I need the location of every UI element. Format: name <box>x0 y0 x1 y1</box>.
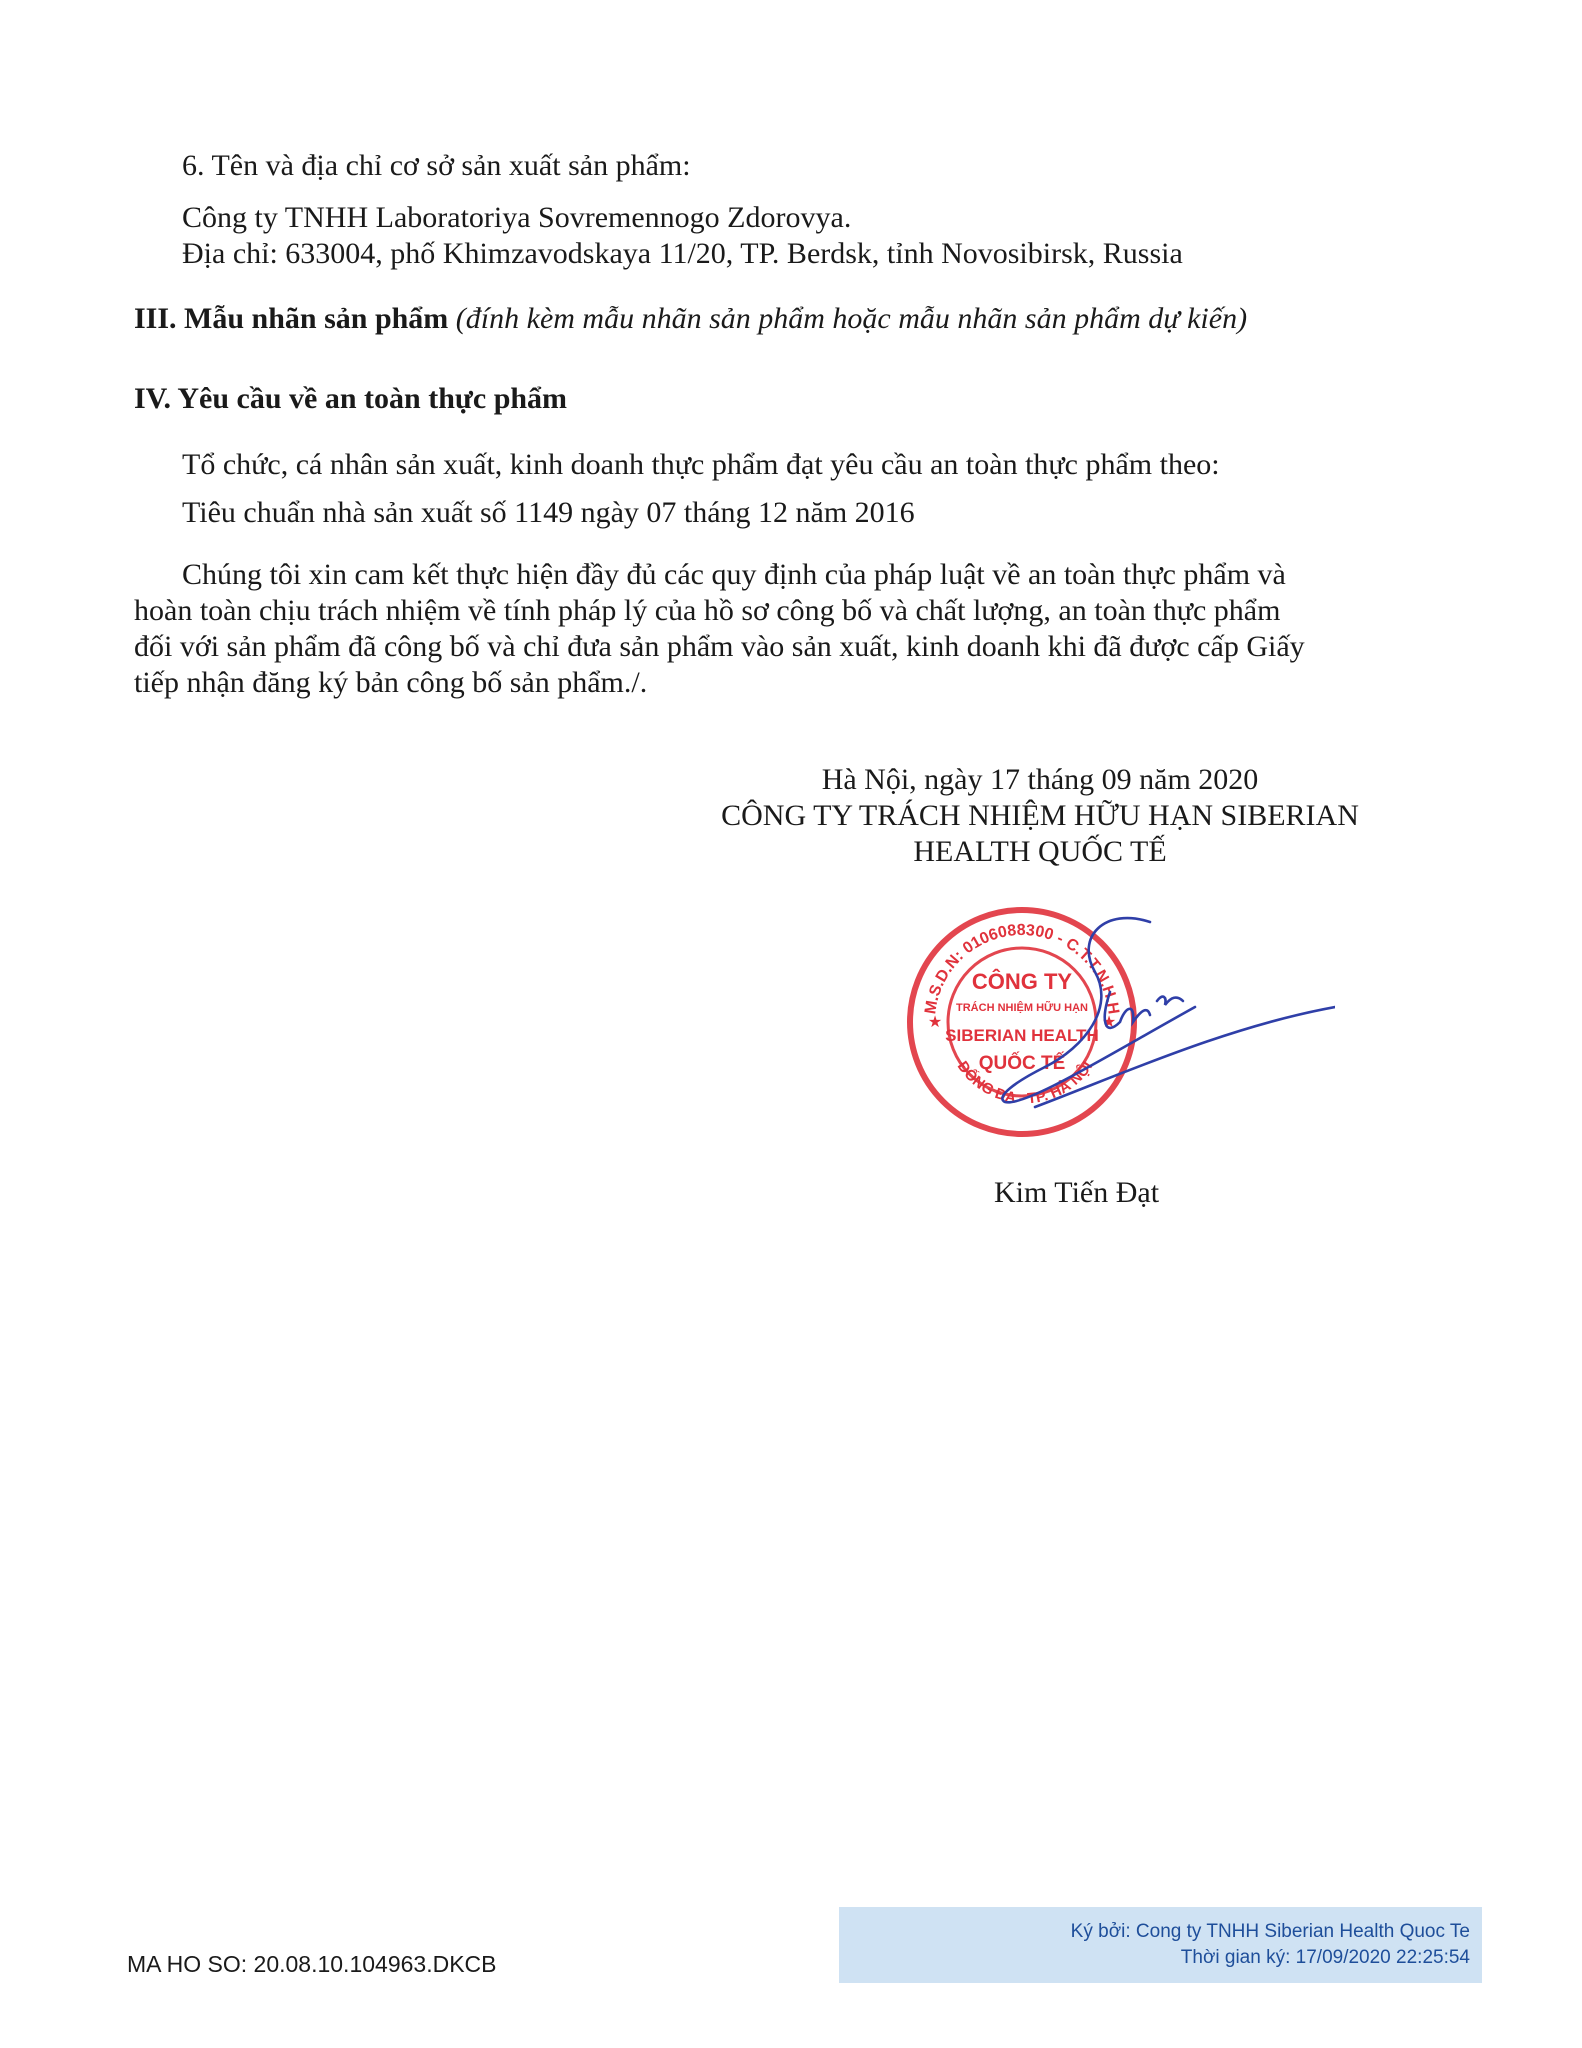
company-name-line-2: HEALTH QUỐC TẾ <box>913 835 1167 868</box>
record-id: MA HO SO: 20.08.10.104963.DKCB <box>127 1951 497 1977</box>
stamp-bottom-text: ĐỐNG ĐA - TP. HÀ NỘI <box>953 1058 1097 1108</box>
signature-block <box>660 762 1420 870</box>
signer-name: Kim Tiến Đạt <box>994 1176 1160 1209</box>
section-3-note: (đính kèm mẫu nhãn sản phẩm hoặc mẫu nhãn sản phẩm dự kiến) <box>455 302 1248 335</box>
stamp-line-4: QUỐC TẾ <box>978 1053 1066 1074</box>
section-4-heading: IV. Yêu cầu về an toàn thực phẩm <box>134 382 568 415</box>
commitment-line-1: Chúng tôi xin cam kết thực hiện đầy đủ các quy định của pháp luật về an toàn thực phẩm và <box>182 558 1286 591</box>
company-stamp-and-signature <box>895 897 1335 1157</box>
company-name-line-1: CÔNG TY TRÁCH NHIỆM HỮU HẠN SIBERIAN <box>721 799 1359 832</box>
signed-by: Ký bởi: Cong ty TNHH Siberian Health Quoc Te <box>1070 1921 1470 1942</box>
section-6-heading: 6. Tên và địa chỉ cơ sở sản xuất sản phẩm: <box>182 149 691 182</box>
stamp-ring-text: M.S.D.N: 0106088300 - C.T.T.N.H.H <box>922 921 1122 1016</box>
svg-text:★: ★ <box>927 1014 943 1031</box>
commitment-line-2: hoàn toàn chịu trách nhiệm về tính pháp lý của hồ sơ công bố và chất lượng, an toàn thực phẩm <box>134 594 1281 627</box>
commitment-line-4: tiếp nhận đăng ký bản công bố sản phẩm./. <box>134 666 648 699</box>
section-3-heading <box>134 301 1247 337</box>
stamp-line-1: CÔNG TY <box>971 969 1073 994</box>
section-3-title: III. Mẫu nhãn sản phẩm <box>134 302 449 335</box>
stamp-seal-icon <box>895 897 1335 1157</box>
digital-signature-box <box>839 1907 1482 1983</box>
svg-text:★: ★ <box>1101 1014 1117 1031</box>
section-4-line-2: Tiêu chuẩn nhà sản xuất số 1149 ngày 07 tháng 12 năm 2016 <box>182 496 915 529</box>
signed-time: Thời gian ký: 17/09/2020 22:25:54 <box>1180 1947 1470 1968</box>
stamp-line-2: TRÁCH NHIỆM HỮU HẠN <box>956 1002 1088 1014</box>
manufacturer-address: Địa chỉ: 633004, phố Khimzavodskaya 11/20, TP. Berdsk, tỉnh Novosibirsk, Russia <box>182 237 1183 270</box>
commitment-line-3: đối với sản phẩm đã công bố và chỉ đưa sản phẩm vào sản xuất, kinh doanh khi đã được cấp Giấy <box>134 630 1305 663</box>
section-4-line-1: Tổ chức, cá nhân sản xuất, kinh doanh thực phẩm đạt yêu cầu an toàn thực phẩm theo: <box>182 448 1220 481</box>
stamp-line-3: SIBERIAN HEALTH <box>945 1026 1099 1045</box>
signing-date: Hà Nội, ngày 17 tháng 09 năm 2020 <box>821 763 1259 796</box>
manufacturer-name: Công ty TNHH Laboratoriya Sovremennogo Zdorovya. <box>182 201 852 234</box>
